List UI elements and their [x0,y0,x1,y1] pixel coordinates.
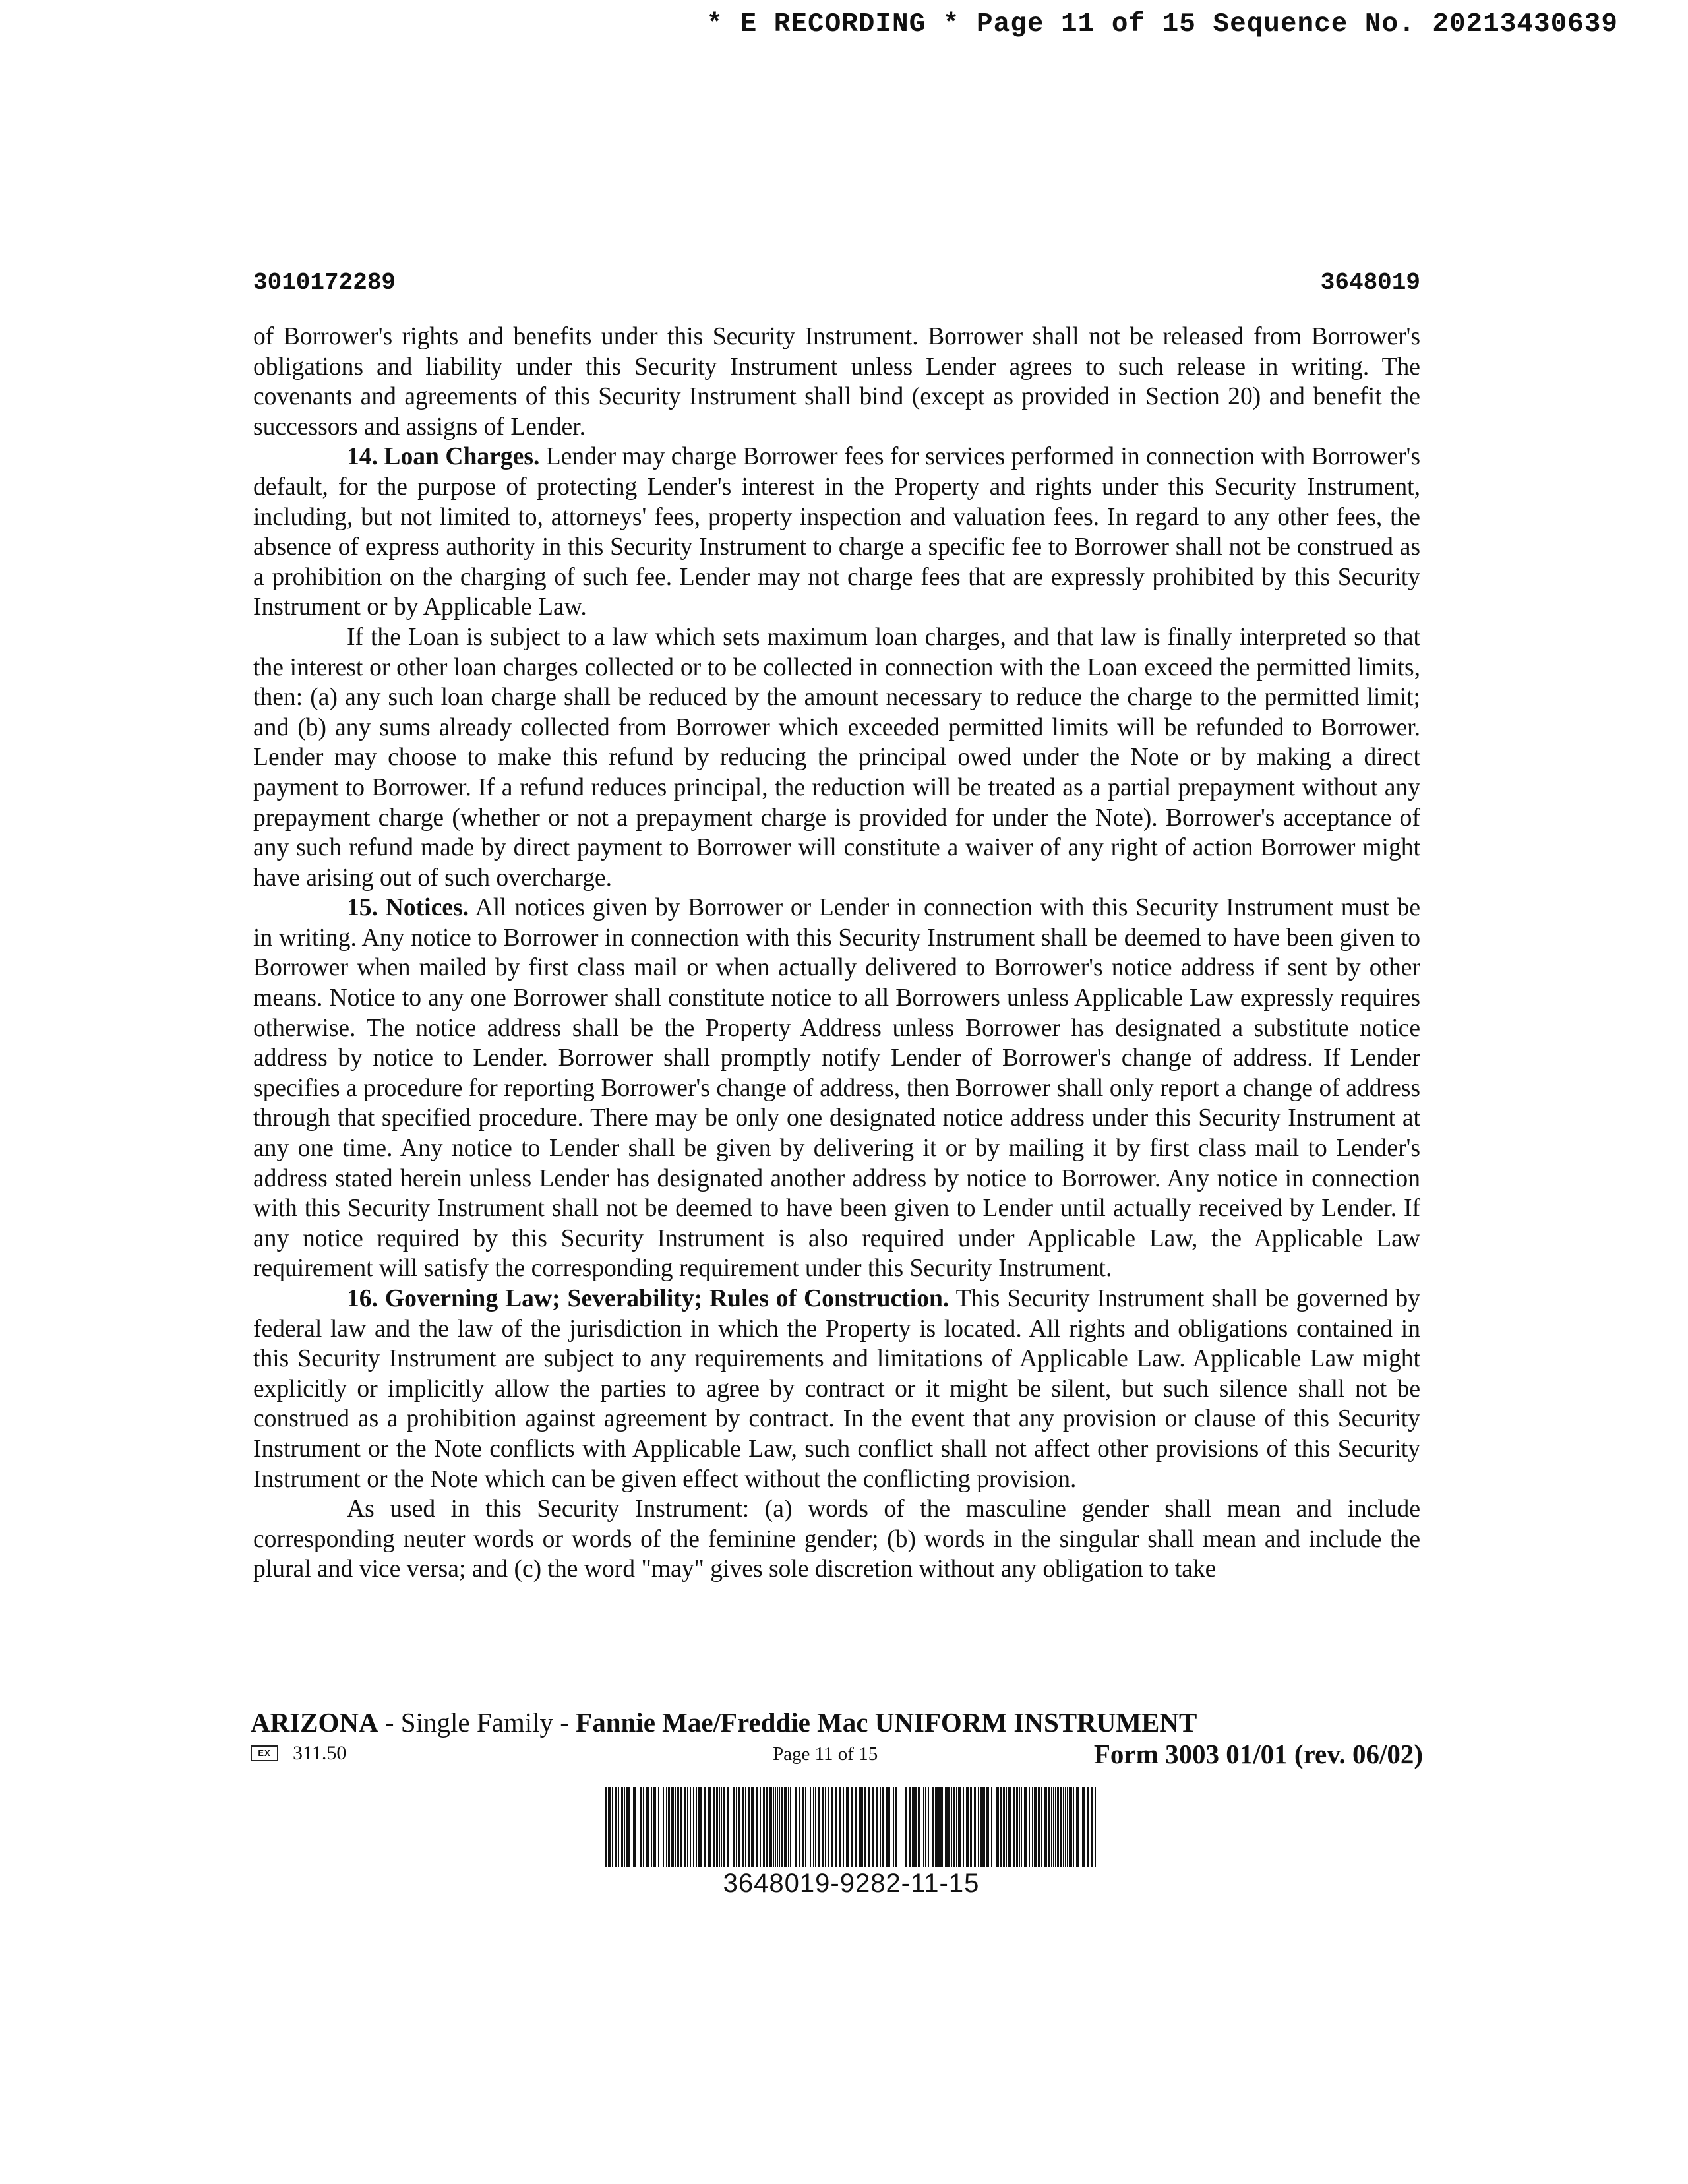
barcode-bar [680,1787,682,1867]
footer-info-row [251,1738,1423,1771]
barcode-bar [1069,1787,1071,1867]
loan-number-left: 3010172289 [253,269,396,296]
barcode-bar [1091,1787,1093,1867]
barcode-bar [698,1787,700,1867]
barcode-bar [982,1787,985,1867]
paragraph [253,622,1420,893]
barcode-bar [1029,1787,1030,1867]
barcode-bar [605,1787,607,1867]
form-code-number: 311.50 [293,1742,347,1764]
loan-number-row [253,269,1420,296]
barcode-bar [802,1787,804,1867]
footer-form-title [251,1707,1197,1738]
barcode-bar [648,1787,649,1867]
barcode-bar [859,1787,860,1867]
barcode-bar [846,1787,849,1867]
barcode-bar [835,1787,837,1867]
barcode-bar [978,1787,979,1867]
barcode-bar [915,1787,917,1867]
paragraph-text: All notices given by Borrower or Lender in connection with this Security Instrument must be in writing. Any notice to Borrower in connection with this Security Instrument shall be deemed to have been given to Borrower when mailed by first class mail or when actually delivered to Borrower's notice address if sent by other means. Notice to any one Borrower shall constitute notice to all Borrowers unless Applicable Law expressly requires otherwise. The notice address shall be the Property Address unless Borrower has designated a substitute notice address by notice to Lender. Borrower shall promptly notify Lender of Borrower's change of address. If Lender specifies a procedure for reporting Borrower's change of address, then Borrower shall only report a change of address through that specified procedure. There may be only one designated notice address under this Security Instrument at any one time. Any notice to Lender shall be given by delivering it or by mailing it by first class mail to Lender's address stated herein unless Lender has designated another address by notice to Borrower. Any notice in connection with this Security Instrument shall not be deemed to have been given to Lender until actually received by Lender. If any notice required by this Security Instrument is also required under Applicable Law, the Applicable Law requirement will satisfy the corresponding requirement under this Security Instrument. [253,894,1421,1283]
paragraph [253,893,1420,1284]
barcode-bar [1073,1787,1074,1867]
barcode-bar [843,1787,844,1867]
barcode-bar [1044,1787,1047,1867]
barcode-bar [1082,1787,1085,1867]
barcode-bar [621,1787,623,1867]
footer-form-name: Fannie Mae/Freddie Mac UNIFORM INSTRUMENT [576,1707,1197,1738]
barcode-bar [880,1787,881,1867]
barcode-bar [940,1787,942,1867]
barcode-bar [1003,1787,1005,1867]
barcode-bar [687,1787,688,1867]
barcode-bar [974,1787,976,1867]
barcode-bar [1013,1787,1015,1867]
barcode-bar [784,1787,785,1867]
barcode-bar [1019,1787,1020,1867]
barcode-bar [775,1787,776,1867]
paragraph-heading: 16. Governing Law; Severability; Rules of Construction. [347,1285,950,1312]
barcode-bar [822,1787,824,1867]
barcode-bar [653,1787,655,1867]
barcode-bar [986,1787,989,1867]
barcode-bar [777,1787,778,1867]
barcode-bar [813,1787,814,1867]
barcode-bar [678,1787,679,1867]
barcode-bar [1067,1787,1068,1867]
barcode-bar [805,1787,806,1867]
barcode-bar [1095,1787,1096,1867]
barcode-bar [769,1787,772,1867]
barcode-bar [1053,1787,1054,1867]
paragraph [253,322,1420,442]
barcode-bar [752,1787,754,1867]
barcode-bar [970,1787,971,1867]
barcode-bar [790,1787,791,1867]
barcode-bar [663,1787,664,1867]
barcode-bar [658,1787,659,1867]
barcode-bar [1006,1787,1007,1867]
barcode-bar [888,1787,890,1867]
recording-header: * E RECORDING * Page 11 of 15 Sequence No. 20213430639 [706,9,1618,40]
barcode-bar [799,1787,800,1867]
barcode-bar [738,1787,740,1867]
barcode-bar [860,1787,863,1867]
barcode-bar [713,1787,715,1867]
form-number: Form 3003 01/01 (rev. 06/02) [1093,1739,1423,1769]
barcode-bar [651,1787,652,1867]
barcode-bar [1032,1787,1033,1867]
barcode-bar [788,1787,789,1867]
barcode-bar [825,1787,826,1867]
barcode-bar [1057,1787,1059,1867]
barcode-bar [868,1787,870,1867]
barcode-bar [764,1787,765,1867]
barcode-bar [1016,1787,1018,1867]
barcode-bar [828,1787,829,1867]
barcode-bar [675,1787,676,1867]
barcode-bar [779,1787,780,1867]
paragraph-text: This Security Instrument shall be governed by federal law and the law of the jurisdiction in which the Property is located. All rights and obligations contained in this Security Instrument are subject to any requirements and limitations of Applicable Law. Applicable Law might explicitly or implicitly allow the parties to agree by contract or it might be silent, but such silence shall not be construed as a prohibition against agreement by contract. In the event that any provision or clause of this Security Instrument or the Note conflicts with Applicable Law, such conflict shall not affect other provisions of this Security Instrument or the Note which can be given effect without the conflicting provision. [253,1285,1421,1493]
barcode-bar [923,1787,924,1867]
barcode-bar [1051,1787,1052,1867]
barcode [605,1787,1097,1898]
barcode-bar [666,1787,667,1867]
barcode-bar [942,1787,943,1867]
barcode-bar [668,1787,670,1867]
footer-state: ARIZONA [251,1707,378,1738]
paragraph-heading: 14. Loan Charges. [347,443,540,471]
barcode-bar [655,1787,656,1867]
barcode-bar [996,1787,999,1867]
paragraph-heading: 15. Notices. [347,894,469,922]
barcode-bar [918,1787,920,1867]
barcode-bar [864,1787,866,1867]
barcode-bar [1034,1787,1037,1867]
barcode-bar [1071,1787,1072,1867]
barcode-bar [733,1787,735,1867]
barcode-bar [690,1787,691,1867]
loan-number-right: 3648019 [1320,269,1420,296]
barcode-bar [851,1787,853,1867]
barcode-bar [696,1787,697,1867]
barcode-bar [886,1787,888,1867]
barcode-bar [928,1787,929,1867]
barcode-bar [643,1787,644,1867]
barcode-bar [727,1787,729,1867]
barcode-bar [763,1787,764,1867]
barcode-bar [1039,1787,1040,1867]
barcode-bar [876,1787,878,1867]
barcode-bar [980,1787,982,1867]
barcode-bar [1063,1787,1064,1867]
barcode-bar [756,1787,758,1867]
barcode-bar [723,1787,725,1867]
barcode-bar [818,1787,820,1867]
barcode-bar [633,1787,636,1867]
barcode-bar [1048,1787,1050,1867]
barcode-bar [677,1787,678,1867]
barcode-bar [958,1787,961,1867]
barcode-bar [991,1787,992,1867]
barcode-bar [721,1787,722,1867]
barcode-bar [1076,1787,1079,1867]
barcode-bar [773,1787,774,1867]
barcode-bar [945,1787,948,1867]
barcode-bar [872,1787,874,1867]
barcode-bar [626,1787,628,1867]
document-body [253,322,1420,1585]
barcode-bar [815,1787,816,1867]
barcode-bar [608,1787,609,1867]
barcode-bar [751,1787,752,1867]
barcode-bar [1060,1787,1062,1867]
barcode-bar [948,1787,950,1867]
barcode-bar [624,1787,625,1867]
barcode-bar [785,1787,787,1867]
barcode-bar [612,1787,613,1867]
barcode-bar [855,1787,857,1867]
barcode-bar [882,1787,884,1867]
barcode-bar [618,1787,619,1867]
barcode-number: 3648019-9282-11-15 [723,1869,980,1898]
barcode-bar [905,1787,907,1867]
barcode-bar [736,1787,737,1867]
barcode-bar [1008,1787,1011,1867]
barcode-bar [956,1787,957,1867]
barcode-bar [932,1787,934,1867]
paragraph-text: As used in this Security Instrument: (a) words of the masculine gender shall mean and include corresponding neuter words or words of the feminine gender; (b) words in the singular shall mean and include the plural and vice versa; and (c) the word "may" gives sole discretion without any obligation to take [253,1496,1420,1583]
paragraph-text: Lender may charge Borrower fees for services performed in connection with Borrower's default, for the purpose of protecting Lender's interest in the Property and rights under this Security Instrument, including, but not limited to, attorneys' fees, property inspection and valuation fees. In regard to any other fees, the absence of express authority in this Security Instrument to charge a specific fee to Borrower shall not be construed as a prohibition on the charging of such fee. Lender may not charge fees that are expressly prohibited by this Security Instrument or by Applicable Law. [253,443,1421,621]
paragraph-text: of Borrower's rights and benefits under this Security Instrument. Borrower shall not be released from Borrower's obligations and liability under this Security Instrument unless Lender agrees to such release in writing. The covenants and agreements of this Security Instrument shall bind (except as provided in Section 20) and benefit the successors and assigns of Lender. [253,323,1420,440]
barcode-bar [1000,1787,1002,1867]
barcode-bar [971,1787,972,1867]
barcode-bar [640,1787,642,1867]
form-code [251,1742,346,1765]
barcode-bar [748,1787,750,1867]
barcode-bar [953,1787,955,1867]
barcode-bar [700,1787,702,1867]
ellie-mae-logo-icon: EX [251,1745,278,1761]
barcode-bar [615,1787,617,1867]
paragraph [253,442,1420,622]
barcode-bar [693,1787,694,1867]
barcode-bar [951,1787,952,1867]
barcode-bar [963,1787,964,1867]
barcode-bar [912,1787,915,1867]
paragraph-text: If the Loan is subject to a law which sets maximum loan charges, and that law is finally interpreted so that the interest or other loan charges collected or to be collected in connection with the Loan exceed the permitted limits, then: (a) any such loan charge shall be reduced by the amount necessary to reduce the charge to the permitted limit; and (b) any sums already collected from Borrower which exceeded permitted limits will be refunded to Borrower. Lender may choose to make this refund by reducing the principal owed under the Note or by making a direct payment to Borrower. If a refund reduces principal, the reduction will be treated as a partial prepayment without any prepayment charge (whether or not a prepayment charge is provided for under the Note). Borrower's acceptance of any such refund made by direct payment to Borrower will constitute a waiver of any right of action Borrower might have arising out of such overcharge. [253,623,1420,892]
barcode-bar [893,1787,894,1867]
barcode-bar [742,1787,744,1867]
barcode-bar [760,1787,761,1867]
barcode-bar [1024,1787,1027,1867]
barcode-bar [909,1787,911,1867]
barcode-bar [795,1787,797,1867]
footer-page-number: Page 11 of 15 [773,1744,878,1765]
barcode-bar [745,1787,746,1867]
barcode-bar [719,1787,720,1867]
barcode-bar [704,1787,706,1867]
barcode-bar [1065,1787,1066,1867]
barcode-bar [1038,1787,1039,1867]
barcode-bar [925,1787,926,1867]
barcode-bar [1087,1787,1089,1867]
footer-separator: - Single Family - [378,1707,576,1738]
barcode-bar [781,1787,783,1867]
barcode-bar [609,1787,611,1867]
barcode-bar [1055,1787,1056,1867]
barcode-bar [716,1787,718,1867]
barcode-bar [831,1787,833,1867]
barcode-bar [1021,1787,1022,1867]
barcode-bar [766,1787,768,1867]
paragraph [253,1494,1420,1585]
barcode-bar [684,1787,686,1867]
barcode-bar [1041,1787,1042,1867]
barcode-bar [810,1787,811,1867]
barcode-bar [839,1787,841,1867]
barcode-bar [895,1787,897,1867]
barcode-bar [935,1787,938,1867]
barcode-bar [966,1787,969,1867]
barcode-bar [938,1787,940,1867]
barcode-bar [628,1787,630,1867]
paragraph [253,1284,1420,1494]
barcode-bar [646,1787,648,1867]
barcode-bar [708,1787,711,1867]
barcode-icon [605,1787,1097,1867]
barcode-bar [671,1787,674,1867]
